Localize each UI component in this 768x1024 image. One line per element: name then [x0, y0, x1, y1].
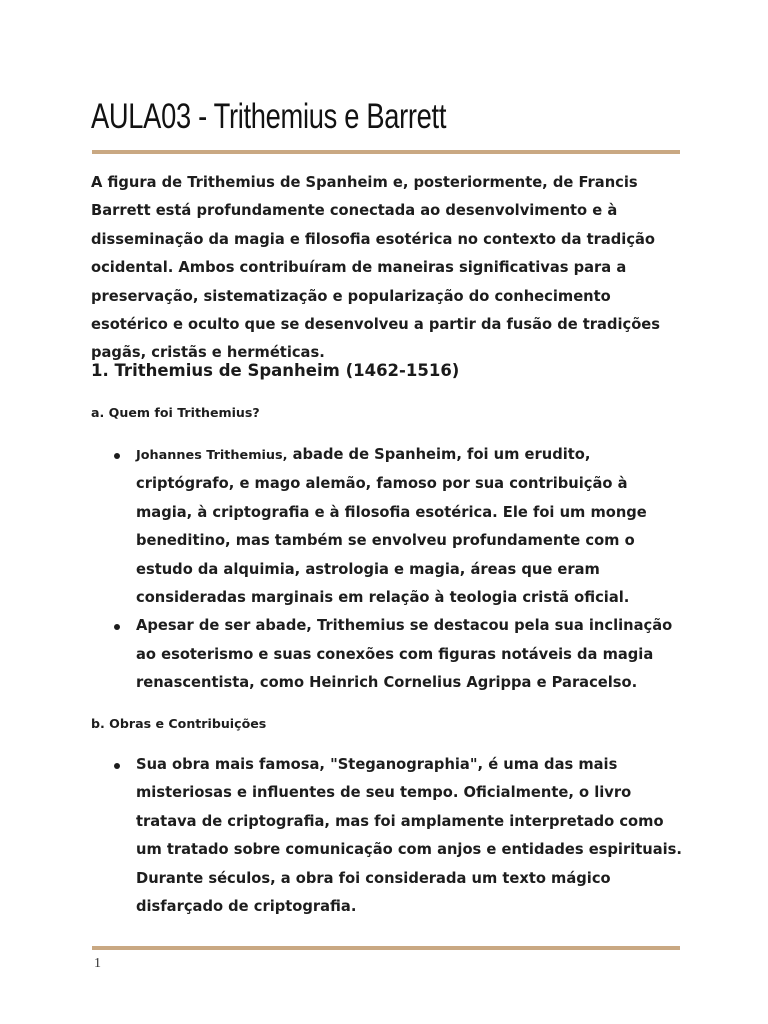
bullet-list-b: [110, 751, 688, 921]
list-item-text: abade de Spanheim, foi um erudito, criptógrafo, e mago alemão, famoso por sua contribuição à magia, à criptografia e à filosofia esotérica. Ele foi um monge beneditino, mas também se envolveu profundamente com o estudo da alquimia, astrologia e magia, áreas que eram consideradas marginais em relação à teologia cristã oficial.: [136, 446, 647, 607]
list-item-text: Sua obra mais famosa, "Steganographia", é uma das mais misteriosas e influentes de seu tempo. Oficialmente, o livro tratava de criptografia, mas foi amplamente interpretado como um tratado sobre comunicação com anjos e entidades espirituais. Durante séculos, a obra foi considerada um texto mágico disfarçado de criptografia.: [136, 756, 682, 916]
footer-divider: [92, 946, 680, 950]
list-item: [110, 441, 688, 612]
subsection-heading-a: a. Quem foi Trithemius?: [91, 405, 260, 420]
intro-paragraph: A figura de Trithemius de Spanheim e, posteriormente, de Francis Barrett está profundamente conectada ao desenvolvimento e à disseminação da magia e filosofia esotérica no contexto da tradição ocidental. Ambos contribuíram de maneiras significativas para a preservação, sistematização e popularização do conhecimento esotérico e oculto que se desenvolveu a partir da fusão de tradições pagãs, cristãs e herméticas.: [91, 174, 661, 362]
list-item: [110, 612, 688, 697]
bullet-icon: [114, 763, 120, 769]
list-item-lead: Johannes Trithemius,: [136, 448, 288, 463]
list-item: [110, 751, 688, 921]
section-heading: 1. Trithemius de Spanheim (1462-1516): [91, 361, 460, 380]
bullet-icon: [114, 624, 120, 630]
subsection-heading-b: b. Obras e Contribuições: [91, 716, 267, 731]
bullet-icon: [114, 453, 120, 459]
title-divider: [92, 150, 680, 154]
page-title: AULA03 - Trithemius e Barrett: [91, 97, 447, 136]
list-item-text: Apesar de ser abade, Trithemius se destacou pela sua inclinação ao esoterismo e suas conexões com figuras notáveis da magia renascentista, como Heinrich Cornelius Agrippa e Paracelso.: [136, 617, 673, 692]
page-number: 1: [94, 956, 101, 971]
bullet-list-a: [110, 441, 688, 698]
